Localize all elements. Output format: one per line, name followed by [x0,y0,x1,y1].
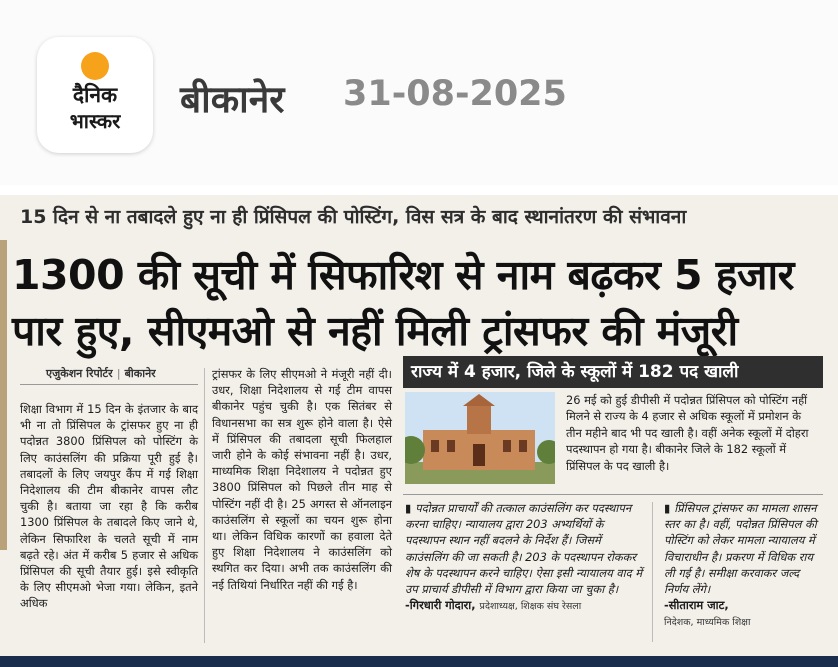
sun-icon [81,52,109,80]
bottom-bar [0,656,838,667]
quote-marker-icon: ▮ [664,501,675,515]
clipping-left-edge-image [0,240,7,550]
byline-divider [20,384,198,385]
quote-1-signature [405,597,643,615]
article-column-1: शिक्षा विभाग में 15 दिन के इंतजार के बाद भी ना तो प्रिंसिपल के ट्रांसफर हुए ना ही पदोन्नत 3800 प्रिंसिपल को पोस्टिंग के लिए काउंसलिंग की प्रक्रिया पूरी हुई है। तबादलों के लिए जयपुर कैंप में गई शिक्षा निदेशालय की टीम बीकानेर वापस लौट चुकी है। बताया जा रहा है कि करीब 1300 प्रिंसिपल के तबादले किए जाने थे, लेकिन सिफारिश के चलते सूची में नाम बढ़ते रहे। अंत में करीब 5 हजार से अधिक प्रिंसिपल की सूची तैयार हुई। इसे स्वीकृति के लिए सीएमओ भेजा गया। लेकिन, इतने अधिक [20,402,198,611]
byline-author: एजुकेशन रिपोर्टर [46,367,113,380]
article-subheading: 15 दिन से ना तबादले हुए ना ही प्रिंसिपल की पोस्टिंग, विस सत्र के बाद स्थानांतरण की संभावना [20,206,687,228]
quote-2 [664,500,822,632]
quote-2-text: प्रिंसिपल ट्रांसफर का मामला शासन स्तर का है। वहीं, पदोन्नत प्रिंसिपल की पोस्टिंग को लेकर मामला न्यायालय में विचाराधीन है। प्रकरण में विधिक राय ली गई है। समीक्षा करवाकर जल्द निर्णय लेंगे। [664,501,817,597]
byline: एजुकेशन रिपोर्टर | बीकानेर [46,367,156,380]
quote-marker-icon: ▮ [405,501,416,515]
quote-1-name: -गिरधारी गोदारा, [405,598,476,613]
logo-line-2: भास्कर [69,109,121,133]
dainik-bhaskar-logo[interactable] [37,37,153,153]
logo-line-1: दैनिक [72,83,118,107]
headline-line-2: पार हुए, सीएमओ से नहीं मिली ट्रांसफर की मंजूरी [12,307,738,355]
school-building-photo [405,392,555,484]
quote-divider [652,502,653,642]
byline-place: बीकानेर [124,367,156,380]
column-divider [204,368,205,643]
edition-date: 31-08-2025 [343,74,567,114]
quote-1 [405,500,643,615]
quote-2-name: -सीताराम जाट, [664,598,729,613]
quote-1-role: प्रदेशाध्यक्ष, शिक्षक संघ रेसला [479,601,582,613]
school-building-illustration [405,392,555,484]
article-column-2: ट्रांसफर के लिए सीएमओ ने मंजूरी नहीं दी। उधर, शिक्षा निदेशालय से गई टीम वापस बीकानेर पहुंच चुकी है। एक सितंबर से विधानसभा का सत्र शुरू होने वाला है। ऐसे में प्रिंसिपल की तबादला सूची फिलहाल जारी होने के कोई संभावना नहीं है। उधर, माध्यमिक शिक्षा निदेशालय ने पदोन्नत हुए 3800 प्रिंसिपल को पिछले तीन माह से पोस्टिंग नहीं दी है। 25 अगस्त से ऑनलाइन काउंसलिंग से स्कूलों का चयन शुरू होना था। लेकिन विधिक कारणों का हवाला देते हुए शिक्षा निदेशालय ने काउंसलिंग को स्थगित कर दिया। अभी तक काउंसलिंग की नई तिथियां निर्धारित नहीं की गई है। [212,367,392,592]
edition-city: बीकानेर [180,78,285,121]
box-divider [403,494,823,495]
box-heading: राज्य में 4 हजार, जिले के स्कूलों में 182 पद खाली [403,356,823,388]
quote-2-role: निदेशक, माध्यमिक शिक्षा [664,617,751,629]
quote-1-text: पदोन्नत प्राचार्यों की तत्काल काउंसलिंग कर पदस्थापन करना चाहिए। न्यायालय द्वारा 203 अभ्यर्थियों के पदस्थापन स्थान नहीं बदलने के निर्देश हैं। जिसमें काउंसलिंग की जा सकती है। 203 के पदस्थापन रोककर शेष के पदस्थापन करने चाहिए। ऐसा इसी न्यायालय वाद में उप प्राचार्य डीपीसी में विभाग द्वारा किया जा चुका है। [405,501,643,597]
box-text: 26 मई को हुई डीपीसी में पदोन्नत प्रिंसिपल को पोस्टिंग नहीं मिलने से राज्य के 4 हजार से अधिक स्कूलों में प्रमोशन के तीन महीने बाद भी पद खाली है। वहीं अनेक स्कूलों में दोहरा पदस्थापन हो गया है। बीकानेर जिले के 182 स्कूलों में प्रिंसिपल के पद खाली है। [566,393,809,473]
headline-line-1: 1300 की सूची में सिफारिश से नाम बढ़कर 5 हजार [12,251,794,299]
